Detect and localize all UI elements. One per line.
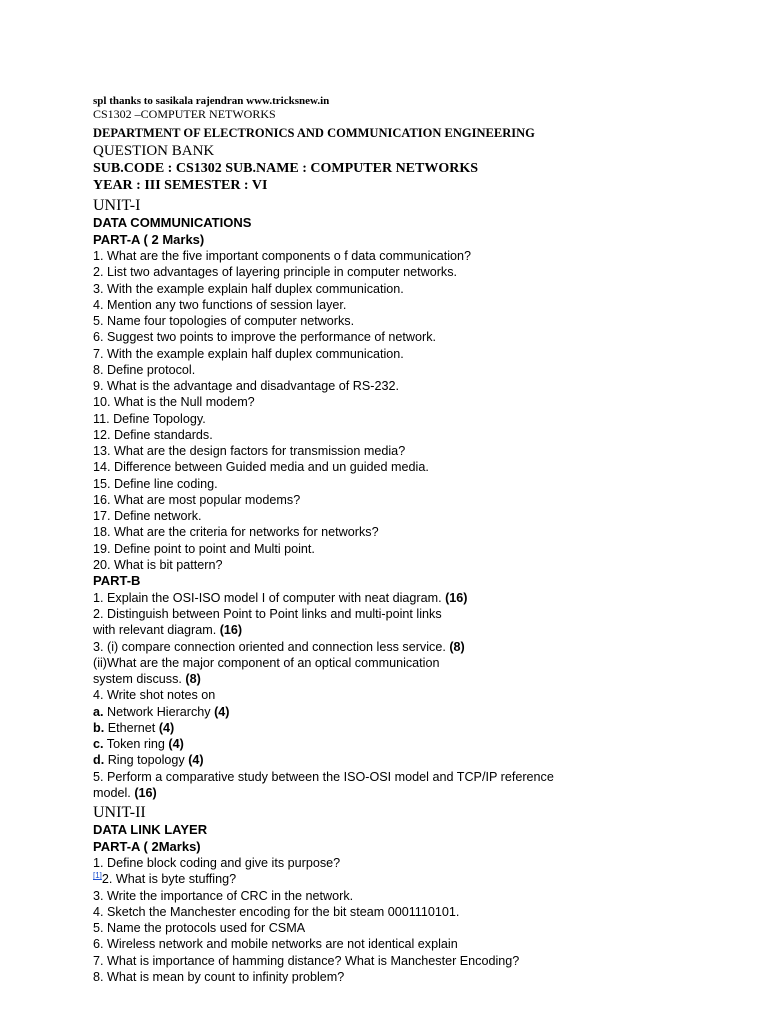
sub-text: Ethernet: [107, 720, 156, 735]
sub-text: Network Hierarchy: [107, 704, 211, 719]
question: [93, 871, 753, 887]
question: [93, 590, 753, 606]
question-line: 5. Perform a comparative study between the ISO-OSI model and TCP/IP reference: [93, 769, 554, 784]
question-text: system discuss.: [93, 672, 182, 687]
year-line: YEAR : III SEMESTER : VI: [93, 178, 268, 193]
question: 5. Name four topologies of computer networks.: [93, 314, 355, 329]
marks: (8): [185, 672, 201, 687]
sub-text: Ring topology: [107, 753, 185, 768]
question: 7. With the example explain half duplex communication.: [93, 346, 404, 361]
department-heading: DEPARTMENT OF ELECTRONICS AND COMMUNICATION ENGINEERING: [93, 126, 535, 140]
sub-letter: d.: [93, 753, 105, 768]
question: 4. Sketch the Manchester encoding for the bit steam 0001110101.: [93, 904, 460, 919]
question-text: 3. (i) compare connection oriented and connection less service.: [93, 639, 446, 654]
subject-line: SUB.CODE : CS1302 SUB.NAME : COMPUTER NETWORKS: [93, 161, 479, 176]
unit-1-topic: DATA COMMUNICATIONS: [93, 215, 252, 230]
question: 10. What is the Null modem?: [93, 395, 255, 410]
unit-2-part-a-heading: PART-A ( 2Marks): [93, 838, 201, 854]
unit-2-part-a-list: [93, 855, 753, 985]
question: 2. List two advantages of layering principle in computer networks.: [93, 265, 458, 280]
question-line: (ii)What are the major component of an optical communication: [93, 655, 440, 670]
unit-1-part-a-list: [93, 248, 753, 573]
unit-1-part-a-heading: PART-A ( 2 Marks): [93, 231, 205, 247]
question: 8. Define protocol.: [93, 362, 196, 377]
question: 19. Define point to point and Multi point.: [93, 541, 315, 556]
marks: (8): [449, 639, 465, 654]
question: 5. Name the protocols used for CSMA: [93, 921, 306, 936]
question: 6. Wireless network and mobile networks are not identical explain: [93, 937, 458, 952]
question: 12. Define standards.: [93, 427, 213, 442]
question-bank-document: [93, 95, 753, 985]
unit-1-title: UNIT-I: [93, 197, 141, 214]
question: 3. With the example explain half duplex communication.: [93, 281, 404, 296]
question: 9. What is the advantage and disadvantage of RS-232.: [93, 379, 399, 394]
marks: (16): [445, 590, 468, 605]
question: 15. Define line coding.: [93, 476, 218, 491]
unit-1-part-b-heading: PART-B: [93, 573, 141, 589]
marks: (4): [214, 704, 230, 719]
marks: (16): [134, 785, 157, 800]
sub-question: [93, 720, 753, 736]
question: 6. Suggest two points to improve the performance of network.: [93, 330, 437, 345]
question-line: 2. Distinguish between Point to Point links and multi-point links: [93, 607, 442, 622]
sub-question: [93, 752, 753, 768]
question-text: model.: [93, 785, 131, 800]
course-line: CS1302 –COMPUTER NETWORKS: [93, 107, 276, 121]
question-text: 1. Explain the OSI-ISO model I of computer with neat diagram.: [93, 590, 442, 605]
marks: (4): [158, 720, 175, 735]
document-title: QUESTION BANK: [93, 143, 215, 159]
question: 11. Define Topology.: [93, 411, 206, 426]
unit-2-topic: DATA LINK LAYER: [93, 822, 208, 838]
question: 3. Write the importance of CRC in the network.: [93, 888, 354, 903]
question: 4. Mention any two functions of session layer.: [93, 297, 347, 312]
unit-1-part-b-list: [93, 590, 753, 801]
question: 20. What is bit pattern?: [93, 557, 223, 572]
marks: (4): [168, 737, 184, 752]
question: 18. What are the criteria for networks for networks?: [93, 525, 379, 540]
sub-question: [93, 736, 753, 752]
question-line: [93, 785, 753, 801]
question: 13. What are the design factors for transmission media?: [93, 444, 406, 459]
sub-letter: b.: [93, 720, 105, 735]
sub-question: [93, 704, 753, 720]
question-line: [93, 671, 753, 687]
sub-text: Token ring: [106, 737, 165, 752]
question: 1. What are the five important components o f data communication?: [93, 249, 472, 264]
question: 4. Write shot notes on: [93, 688, 216, 703]
question-line: [93, 622, 753, 638]
question: 17. Define network.: [93, 509, 202, 524]
question: 16. What are most popular modems?: [93, 492, 301, 507]
footnote-link[interactable]: [1]: [93, 871, 102, 881]
sub-letter: c.: [93, 737, 104, 752]
question: 8. What is mean by count to infinity problem?: [93, 969, 345, 984]
question-text: 2. What is byte stuffing?: [101, 872, 237, 887]
question: [93, 639, 753, 655]
sub-letter: a.: [93, 704, 104, 719]
question: 7. What is importance of hamming distance? What is Manchester Encoding?: [93, 953, 520, 968]
question-text: with relevant diagram.: [93, 623, 217, 638]
marks: (4): [188, 753, 204, 768]
question: 1. Define block coding and give its purpose?: [93, 856, 341, 871]
unit-2-title: UNIT-II: [93, 804, 146, 822]
question: 14. Difference between Guided media and un guided media.: [93, 460, 429, 475]
marks: (16): [219, 623, 243, 638]
thanks-line: spl thanks to sasikala rajendran www.tricksnew.in: [93, 95, 330, 107]
